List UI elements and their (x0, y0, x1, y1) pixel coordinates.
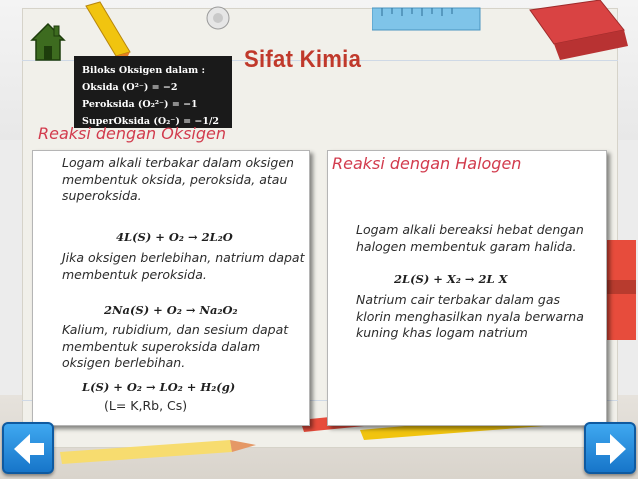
arrow-left-icon (10, 430, 48, 468)
section-label-halogen: Reaksi dengan Halogen (332, 154, 522, 173)
halogen-paragraph-2: Natrium cair terbakar dalam gas klorin menghasilkan nyala berwarna kuning khas logam natrium (356, 292, 584, 340)
halogen-paragraph-1: Logam alkali bereaksi hebat dengan halogen membentuk garam halida. (356, 222, 584, 254)
biloks-info-box (74, 56, 232, 128)
oksigen-paragraph-1: Logam alkali terbakar dalam oksigen membentuk oksida, peroksida, atau superoksida. (62, 155, 294, 203)
oksigen-paragraph-3: Kalium, rubidium, dan sesium dapat membentuk superoksida dalam oksigen berlebihan. (62, 322, 289, 370)
pin-decoration (198, 0, 238, 40)
biloks-heading: Biloks Oksigen dalam : (82, 65, 205, 76)
next-slide-button[interactable] (584, 422, 636, 474)
home-button[interactable] (30, 22, 66, 62)
oksigen-note: (L= K,Rb, Cs) (104, 398, 188, 413)
arrow-right-icon (592, 430, 630, 468)
biloks-peroksida: Peroksida (O₂²⁻) = −1 (82, 99, 198, 110)
section-label-oksigen: Reaksi dengan Oksigen (38, 124, 227, 143)
biloks-oksida: Oksida (O²⁻) = −2 (82, 82, 178, 93)
oksigen-equation-2: 2Na(S) + O₂ → Na₂O₂ (104, 303, 238, 317)
biloks-superoksida: SuperOksida (O₂⁻) = −1/2 (82, 116, 220, 127)
pencil-decoration (78, 0, 138, 60)
oksigen-equation-1: 4L(S) + O₂ → 2L₂O (116, 230, 233, 244)
eraser-decoration (520, 0, 638, 70)
oksigen-paragraph-2: Jika oksigen berlebihan, natrium dapat membentuk peroksida. (62, 250, 305, 282)
panel-halogen (327, 150, 607, 426)
previous-slide-button[interactable] (2, 422, 54, 474)
home-icon (30, 22, 66, 62)
oksigen-equation-3: L(S) + O₂ → LO₂ + H₂(g) (82, 380, 236, 394)
ruler-decoration (372, 0, 482, 50)
page-title: Sifat Kimia (244, 46, 362, 73)
halogen-equation-1: 2L(S) + X₂ → 2L X (394, 272, 508, 286)
pencil-bottom-decoration (60, 432, 260, 472)
